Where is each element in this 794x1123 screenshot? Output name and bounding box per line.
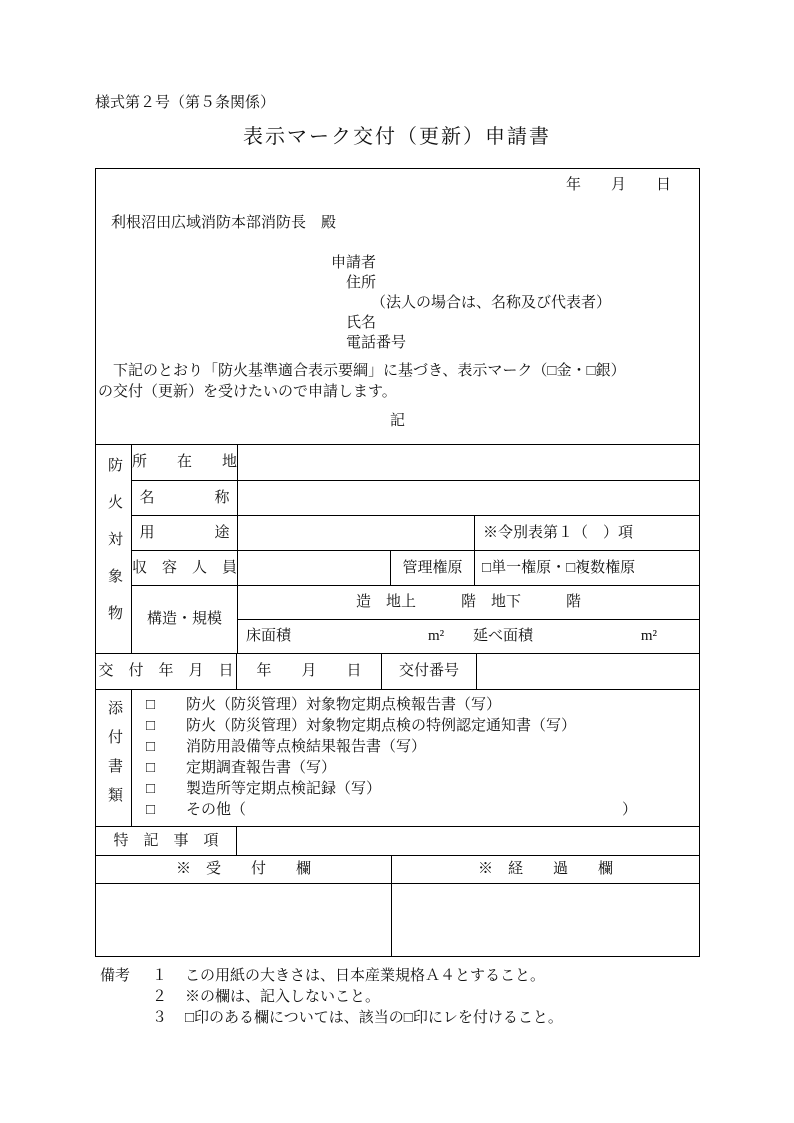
issue-date-row <box>96 653 699 689</box>
floor-area-label: 床面積 <box>246 627 292 644</box>
location-row <box>132 445 699 480</box>
attachment-label: 製造所等定期点検記録（写） <box>186 781 382 797</box>
attachment-checkbox[interactable]: □ <box>146 697 156 713</box>
total-area-label: 延べ面積 <box>473 627 534 644</box>
application-box <box>95 168 700 957</box>
attachment-checkbox[interactable]: □ <box>146 739 156 755</box>
office-use-header-row <box>96 855 699 883</box>
attachment-item <box>146 695 699 716</box>
location-label: 所 在 地 <box>132 454 238 470</box>
attachments-group-cell <box>96 690 131 826</box>
attachment-other-label[interactable]: その他（ <box>186 802 247 818</box>
fire-object-vertical-label: 防火対象物 <box>106 456 122 642</box>
remark-item <box>100 966 760 987</box>
body-line2: の交付（更新）を受けたいので申請します。 <box>98 384 397 400</box>
remarks-section <box>100 966 760 1029</box>
special-notes-input-cell[interactable] <box>236 827 699 855</box>
option-separator: ・ <box>571 363 587 379</box>
attachment-other-close: ） <box>621 802 637 818</box>
multi-authority-label: 複数権原 <box>575 559 636 576</box>
capacity-input-cell[interactable] <box>237 551 390 585</box>
building-name-label: 名 称 <box>139 489 230 506</box>
remark-text: この用紙の大きさは、日本産業規格Ａ４とすること。 <box>185 968 546 984</box>
attachments-vertical-label: 添付書類 <box>106 700 122 816</box>
building-name-input-cell[interactable] <box>237 481 699 515</box>
attachment-item-other <box>146 800 699 821</box>
progress-cell <box>391 884 699 956</box>
remark-text: □印のある欄については、該当の□印にレを付けること。 <box>185 1010 563 1026</box>
authority-options-cell <box>474 551 699 585</box>
attachment-checkbox[interactable]: □ <box>146 781 156 797</box>
total-area-unit: m² <box>640 627 657 644</box>
silver-checkbox[interactable]: □ <box>586 363 596 379</box>
attachment-item <box>146 758 699 779</box>
structure-input-cell[interactable] <box>238 586 699 619</box>
attachment-checkbox[interactable]: □ <box>146 760 156 776</box>
progress-column-header: ※ 経 過 欄 <box>391 856 699 883</box>
name-label[interactable]: 氏名 <box>346 315 377 331</box>
structure-row <box>132 585 699 653</box>
form-number: 様式第２号（第５条関係） <box>95 95 276 111</box>
page-title: 表示マーク交付（更新）申請書 <box>243 126 551 148</box>
remark-item <box>100 1008 760 1029</box>
addressee: 利根沼田広域消防本部消防長 殿 <box>111 215 337 231</box>
issue-date-input-cell[interactable]: 年 月 日 <box>236 654 381 689</box>
remark-number: １ <box>152 968 168 984</box>
single-authority-label: 単一権原 <box>491 559 552 576</box>
remark-item <box>100 987 760 1008</box>
special-notes-row <box>96 826 699 855</box>
attachments-section <box>96 689 699 826</box>
gold-checkbox[interactable]: □ <box>547 363 557 379</box>
authority-label: 管理権原 <box>390 551 474 585</box>
structure-label: 構造・規模 <box>146 611 222 627</box>
use-row <box>132 515 699 550</box>
ki-heading: 記 <box>389 413 405 429</box>
issue-date-label: 交 付 年 月 日 <box>98 663 234 679</box>
use-input-cell[interactable] <box>237 516 474 550</box>
body-text <box>98 361 697 403</box>
single-authority-checkbox[interactable]: □ <box>482 559 492 576</box>
body-line1 <box>98 361 697 382</box>
structure-line: 造 地上 階 地下 階 <box>355 593 581 610</box>
phone-label[interactable]: 電話番号 <box>346 335 407 351</box>
attachment-item <box>146 716 699 737</box>
floor-area-unit: m² <box>428 627 445 644</box>
area-input-cell[interactable] <box>238 619 699 654</box>
date-line[interactable]: 年 月 日 <box>565 177 671 193</box>
reception-cell <box>96 884 391 956</box>
attachment-item <box>146 737 699 758</box>
office-use-body-row <box>96 883 699 956</box>
fire-object-group-cell <box>96 445 131 653</box>
remark-number: ２ <box>152 989 168 1005</box>
attachment-item <box>146 779 699 800</box>
letter-section <box>96 169 699 444</box>
multi-authority-checkbox[interactable]: □ <box>566 559 576 576</box>
attachments-list <box>131 690 699 826</box>
attachment-label: 防火（防災管理）対象物定期点検の特例認定通知書（写） <box>186 718 577 734</box>
use-note: ※令別表第１（ ）項 <box>474 516 699 550</box>
body-line1-text: 下記のとおり「防火基準適合表示要綱」に基づき、表示マーク（ <box>98 363 548 379</box>
applicant-label: 申請者 <box>331 255 377 271</box>
issue-number-label: 交付番号 <box>381 654 476 689</box>
remark-number: ３ <box>152 1010 168 1026</box>
authority-separator: ・ <box>551 559 567 576</box>
use-label: 用 途 <box>139 524 230 541</box>
remarks-label: 備考 <box>100 968 131 984</box>
body-line1-close: ） <box>610 363 626 379</box>
capacity-label: 収 容 人 員 <box>132 559 238 576</box>
remark-text: ※の欄は、記入しないこと。 <box>185 989 381 1005</box>
attachment-label: 防火（防災管理）対象物定期点検報告書（写） <box>186 697 502 713</box>
applicant-block <box>331 253 611 353</box>
address-label[interactable]: 住所 <box>346 275 377 291</box>
corporate-note: （法人の場合は、名称及び代表者） <box>371 295 612 311</box>
reception-column-header: ※ 受 付 欄 <box>175 861 311 877</box>
attachment-checkbox[interactable]: □ <box>146 802 156 818</box>
fire-object-section <box>96 444 699 653</box>
capacity-row <box>132 550 699 585</box>
location-input-cell[interactable] <box>237 445 699 480</box>
attachment-checkbox[interactable]: □ <box>146 718 156 734</box>
issue-number-input-cell[interactable] <box>476 654 699 689</box>
special-notes-label: 特 記 事 項 <box>113 832 219 849</box>
silver-option-label: 銀 <box>595 363 611 379</box>
attachment-label: 定期調査報告書（写） <box>186 760 337 776</box>
attachment-label: 消防用設備等点検結果報告書（写） <box>186 739 427 755</box>
gold-option-label: 金 <box>556 363 572 379</box>
name-row <box>132 480 699 515</box>
